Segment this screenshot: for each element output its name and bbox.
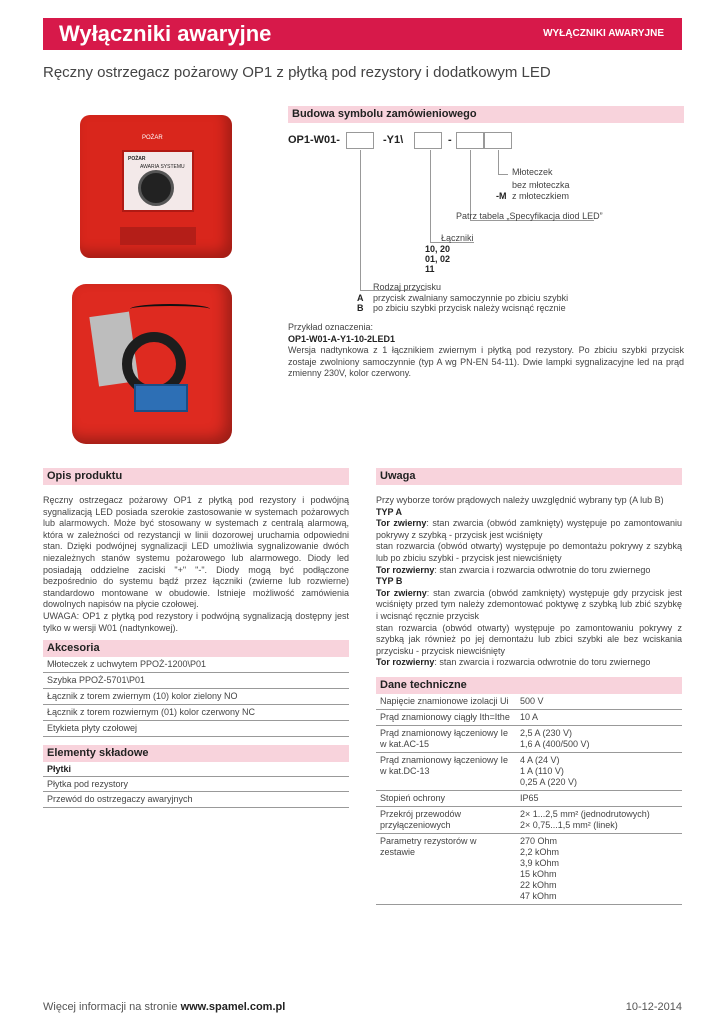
example-text: Wersja nadtynkowa z 1 łącznikiem zwiernym i płytką pod rezystory. Po zbiciu szybki przycisk zostaje zwolniony samoczynnie (typ A wg PN-EN 54-11). Dwie lampki sygnalizacyjne led na prąd zmienny 230V, kolor czerwony.: [288, 345, 684, 378]
type-b-code: B: [357, 303, 364, 313]
switches-title: Łączniki: [441, 233, 474, 243]
opis-note: UWAGA: OP1 z płytką pod rezystory i podwójną sygnalizacją dostępny jest tylko w wersji W01 (nadtynkowej).: [43, 610, 349, 633]
connector-line: [498, 150, 499, 174]
photo-wire: [130, 304, 210, 314]
uwaga-a-roz-text: : stan zwarcia i rozwarcia odwrotnie do toru zwiernego: [434, 564, 651, 575]
table-cell-value: 2,5 A (230 V) 1,6 A (400/500 V): [520, 727, 590, 749]
switches-opt-2: 01, 02: [425, 254, 451, 264]
connector-line: [498, 174, 508, 175]
photo-button: [138, 170, 174, 206]
uwaga-b-zw-text: : stan zwarcia (obwód zamknięty) występuje gdy przycisk jest wciśnięty przed tym należy zdemontować poktywę z szybką lub zbić szybkę i wcisnąć ręcznie przycisk: [376, 587, 683, 621]
table-cell-key: Stopień ochrony: [380, 792, 446, 803]
connector-line: [430, 150, 431, 242]
table-row: [376, 834, 682, 905]
table-row: [376, 694, 682, 710]
order-example: [288, 322, 684, 380]
product-photo-front: [80, 115, 232, 258]
table-cell-key: Prąd znamionowy ciągły Ith=Ithe: [380, 711, 510, 722]
example-label: Przykład oznaczenia:: [288, 322, 374, 332]
order-code-part-2: -Y1\: [383, 134, 404, 146]
switches-opt-1: 10, 20: [425, 244, 451, 254]
type-a-text: przycisk zwalniany samoczynnie po zbiciu szybki: [373, 293, 569, 303]
footer-date: 10-12-2014: [625, 1001, 682, 1013]
table-cell-value: 270 Ohm 2,2 kOhm 3,9 kOhm 15 kOhm 22 kOhm 47 kOhm: [520, 835, 560, 901]
order-code-box-1: [346, 132, 374, 149]
table-row: [376, 791, 682, 807]
switches-opt-3: 11: [425, 264, 435, 274]
uwaga-intro: Przy wyborze torów prądowych należy uwzględnić wybrany typ (A lub B): [376, 495, 664, 505]
table-cell-key: Prąd znamionowy łączeniowy Ie w kat.AC-15: [380, 727, 509, 749]
table-cell-value: 4 A (24 V) 1 A (110 V) 0,25 A (220 V): [520, 754, 578, 787]
led-note: Patrz tabela „Specyfikacja diod LED”: [456, 211, 603, 221]
uwaga-a-roz-label: Tor rozwierny: [376, 564, 435, 575]
dane-heading: Dane techniczne: [376, 677, 682, 694]
uwaga-type-b: TYP B: [376, 576, 403, 587]
connector-line: [470, 150, 471, 220]
hammer-option-m-code: -M: [496, 191, 507, 201]
product-subtitle: Ręczny ostrzegacz pożarowy OP1 z płytką pod rezystory i dodatkowym LED: [43, 64, 551, 81]
hammer-option-m: z młoteczkiem: [512, 191, 570, 201]
list-item: Młoteczek z uchwytem PPOŻ-1200\P01: [43, 657, 349, 673]
example-code: OP1-W01-A-Y1-10-2LED1: [288, 333, 396, 344]
akcesoria-heading: Akcesoria: [43, 640, 349, 657]
right-column: [376, 468, 682, 905]
table-cell-value: 10 A: [520, 711, 539, 722]
table-cell-key: Parametry rezystorów w zestawie: [380, 835, 477, 857]
table-cell-value: 500 V: [520, 695, 544, 706]
order-code-box-3: [456, 132, 484, 149]
photo-label-top: POŻAR: [142, 135, 163, 141]
uwaga-block: [376, 495, 682, 669]
hammer-title: Młoteczek: [512, 167, 553, 177]
opis-heading: Opis produktu: [43, 468, 349, 485]
order-symbol-heading: Budowa symbolu zamówieniowego: [288, 106, 684, 123]
list-item: Etykieta płyty czołowej: [43, 721, 349, 737]
table-row: [376, 726, 682, 753]
uwaga-b-roz-label: Tor rozwierny: [376, 657, 435, 668]
list-item: Płytka pod rezystory: [43, 776, 349, 792]
photo-plate: [120, 227, 196, 245]
product-photo-inside: [72, 284, 232, 444]
table-cell-key: Przekrój przewodów przyłączeniowych: [380, 808, 462, 830]
table-row: [376, 807, 682, 834]
type-b-text: po zbiciu szybki przycisk należy wcisnąć ręcznie: [373, 303, 566, 313]
table-row: [376, 710, 682, 726]
table-cell-value: IP65: [520, 792, 539, 803]
elementy-heading: Elementy składowe: [43, 745, 349, 762]
order-code-part-3: -: [448, 134, 452, 146]
list-item: Łącznik z torem zwiernym (10) kolor zielony NO: [43, 689, 349, 705]
list-item: Szybka PPOŻ-5701\P01: [43, 673, 349, 689]
photo-label-2: AWARIA SYSTEMU: [140, 164, 185, 170]
order-code-part-1: OP1-W01-: [288, 134, 340, 146]
uwaga-type-a: TYP A: [376, 506, 403, 517]
left-column: [43, 468, 349, 808]
tech-table: [376, 694, 682, 905]
page-title: Wyłączniki awaryjne: [59, 21, 272, 46]
uwaga-a-zw-text2: stan rozwarcia (obwód otwarty) występuje po demontażu pokrywy z szybką lub po zbiciu szybki - przycisk jest niewciśnięty: [376, 541, 682, 563]
table-cell-key: Prąd znamionowy łączeniowy Ie w kat.DC-13: [380, 754, 509, 776]
hammer-option-none: bez młoteczka: [512, 180, 570, 190]
header-bar: [43, 18, 682, 50]
type-a-code: A: [357, 293, 364, 303]
opis-text: Ręczny ostrzegacz pożarowy OP1 z płytką pod rezystory i podwójną sygnalizacją LED posiada szerokie zastosowanie w systemach pożarowych lub alarmowych. Może być stosowany w systemach z centralą alarmową, która w zależności od rezystancji w linii dozorowej uruchamia odpowiedni stan. Dzięki podwójnej sygnalizacji LED umożliwia sygnalizowanie dwóch niezależnych stanów systemu pożarowego lub alarmowego. Diody led posiadają oddzielne zaciski "+" "-". Diody mogą być podłączone bezpośrednio do systemu bądź przez łączniki (zwierne lub rozwierne) standardowo montowane w obudowie. Istnieje możliwość zamówienia dowolnych napisów na płycie czołowej.: [43, 495, 349, 610]
uwaga-a-zw-text: : stan zwarcia (obwód zamknięty) występuje po zamontowaniu pokrywy z szybką - przycisk jest wciśnięty: [376, 518, 683, 540]
table-cell-key: Napięcie znamionowe izolacji Ui: [380, 695, 509, 706]
table-row: [376, 753, 682, 791]
category-label: WYŁĄCZNIKI AWARYJNE: [543, 28, 664, 39]
elementy-subheading: Płytki: [47, 764, 72, 775]
uwaga-b-zw-label: Tor zwierny: [376, 587, 427, 598]
uwaga-b-zw-text2: stan rozwarcia (obwód otwarty) występuje po zamontowaniu pokrywy z szybką jak również po jej demontażu lub zbici szybki ale bez wciskania przycisku - przycisk niewciśnięty: [376, 622, 682, 656]
footer-info: [43, 1001, 285, 1013]
connector-line: [360, 150, 361, 290]
list-item: Łącznik z torem rozwiernym (01) kolor czerwony NC: [43, 705, 349, 721]
photo-label-1: POŻAR: [128, 156, 146, 162]
uwaga-heading: Uwaga: [376, 468, 682, 485]
footer-text: Więcej informacji na stronie: [43, 1001, 178, 1013]
uwaga-a-zw-label: Tor zwierny: [376, 518, 427, 529]
photo-terminal: [134, 384, 188, 412]
akcesoria-list: [43, 657, 349, 737]
uwaga-b-roz-text: : stan zwarcia i rozwarcia odwrotnie do toru zwiernego: [434, 657, 651, 668]
order-code-box-4: [484, 132, 512, 149]
order-code-box-2: [414, 132, 442, 149]
list-item: Przewód do ostrzegaczy awaryjnych: [43, 792, 349, 808]
footer-link[interactable]: www.spamel.com.pl: [180, 1001, 286, 1013]
type-title: Rodzaj przycisku: [373, 282, 442, 292]
table-cell-value: 2× 1...2,5 mm² (jednodrutowych) 2× 0,75...1,5 mm² (linek): [520, 808, 650, 830]
